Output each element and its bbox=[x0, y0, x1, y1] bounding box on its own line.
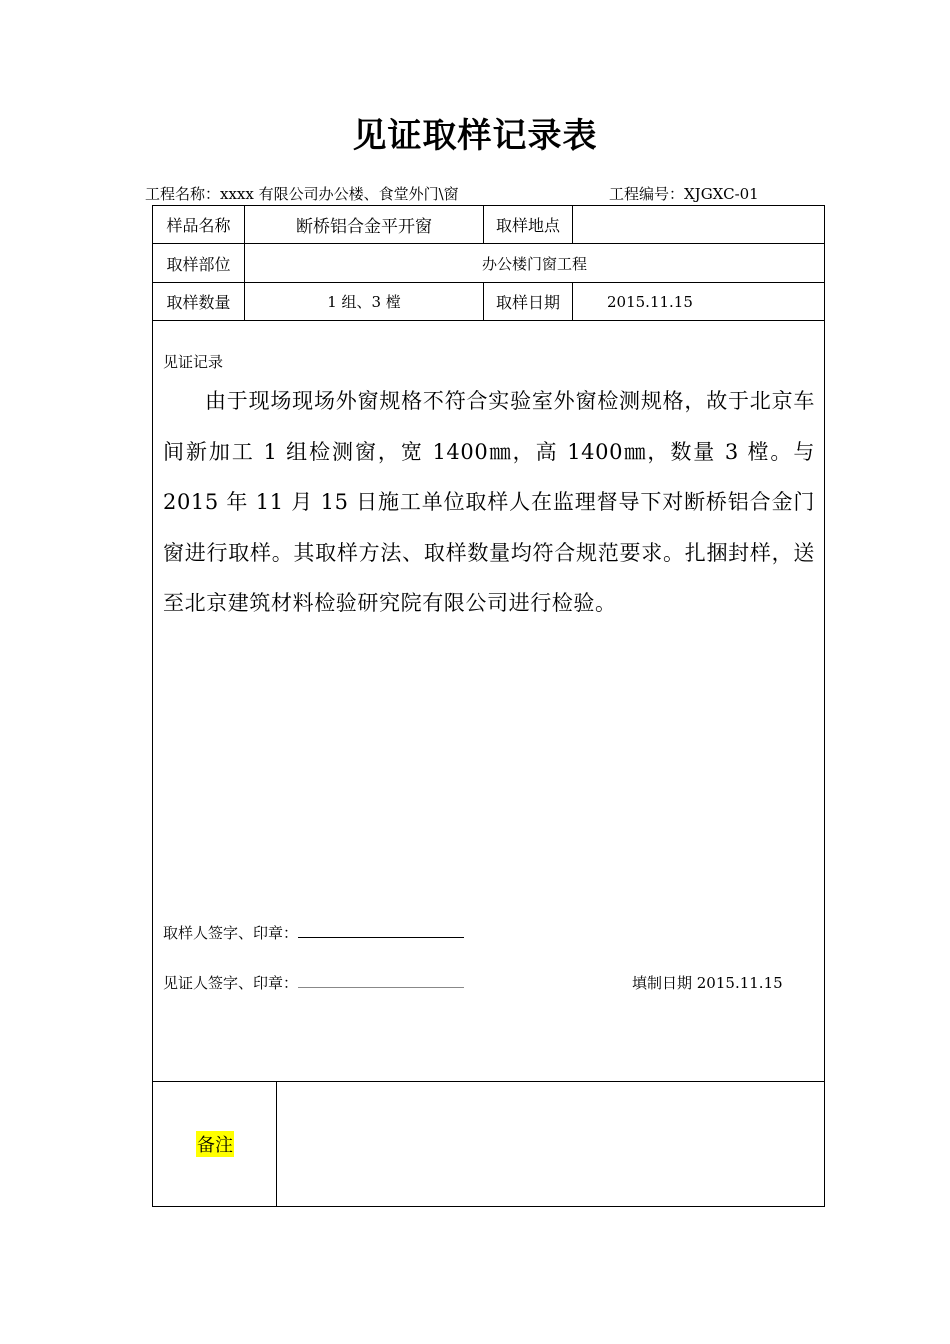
sample-name-label: 样品名称 bbox=[166, 216, 231, 235]
project-name: 工程名称：xxxx 有限公司办公楼、食堂外门\窗 bbox=[145, 185, 459, 203]
witness-signature-line bbox=[298, 973, 464, 988]
col-divider bbox=[572, 282, 573, 320]
record-label: 见证记录 bbox=[163, 353, 224, 371]
project-number: 工程编号：XJGXC-01 bbox=[609, 185, 759, 203]
fill-date: 填制日期 2015.11.15 bbox=[632, 974, 783, 992]
sample-date-label: 取样日期 bbox=[495, 293, 560, 312]
sample-date-value: 2015.11.15 bbox=[607, 292, 693, 311]
row-divider bbox=[153, 320, 824, 321]
sample-name-value: 断桥铝合金平开窗 bbox=[296, 217, 432, 237]
sampler-signature-line bbox=[298, 923, 464, 938]
witness-signature-label: 见证人签字、印章： bbox=[163, 974, 299, 992]
remark-label: 备注 bbox=[196, 1131, 234, 1157]
page-title: 见证取样记录表 bbox=[352, 116, 598, 156]
witness-signature bbox=[163, 972, 464, 993]
record-table bbox=[152, 205, 825, 1207]
sample-place-label: 取样地点 bbox=[495, 216, 560, 235]
sample-place-value bbox=[573, 206, 824, 243]
record-text: 由于现场现场外窗规格不符合实验室外窗检测规格，故于北京车间新加工 1 组检测窗，宽 1400㎜，高 1400㎜，数量 3 樘。与2015 年 11 月 15 日施工单位取样人在监理督导下对断桥铝合金门窗进行取样。其取样方法、取样数量均符合规范要求。扎捆封样，送至北京建筑材料检验研究院有限公司进行检验。 bbox=[163, 389, 815, 615]
sample-qty-value: 1 组、3 樘 bbox=[327, 293, 401, 311]
sample-part-label: 取样部位 bbox=[166, 254, 231, 274]
sample-part-value: 办公楼门窗工程 bbox=[481, 254, 587, 273]
sampler-signature bbox=[163, 922, 464, 943]
sample-qty-label: 取样数量 bbox=[166, 293, 231, 312]
remark-cell bbox=[153, 1082, 277, 1206]
sampler-signature-label: 取样人签字、印章： bbox=[163, 924, 299, 942]
